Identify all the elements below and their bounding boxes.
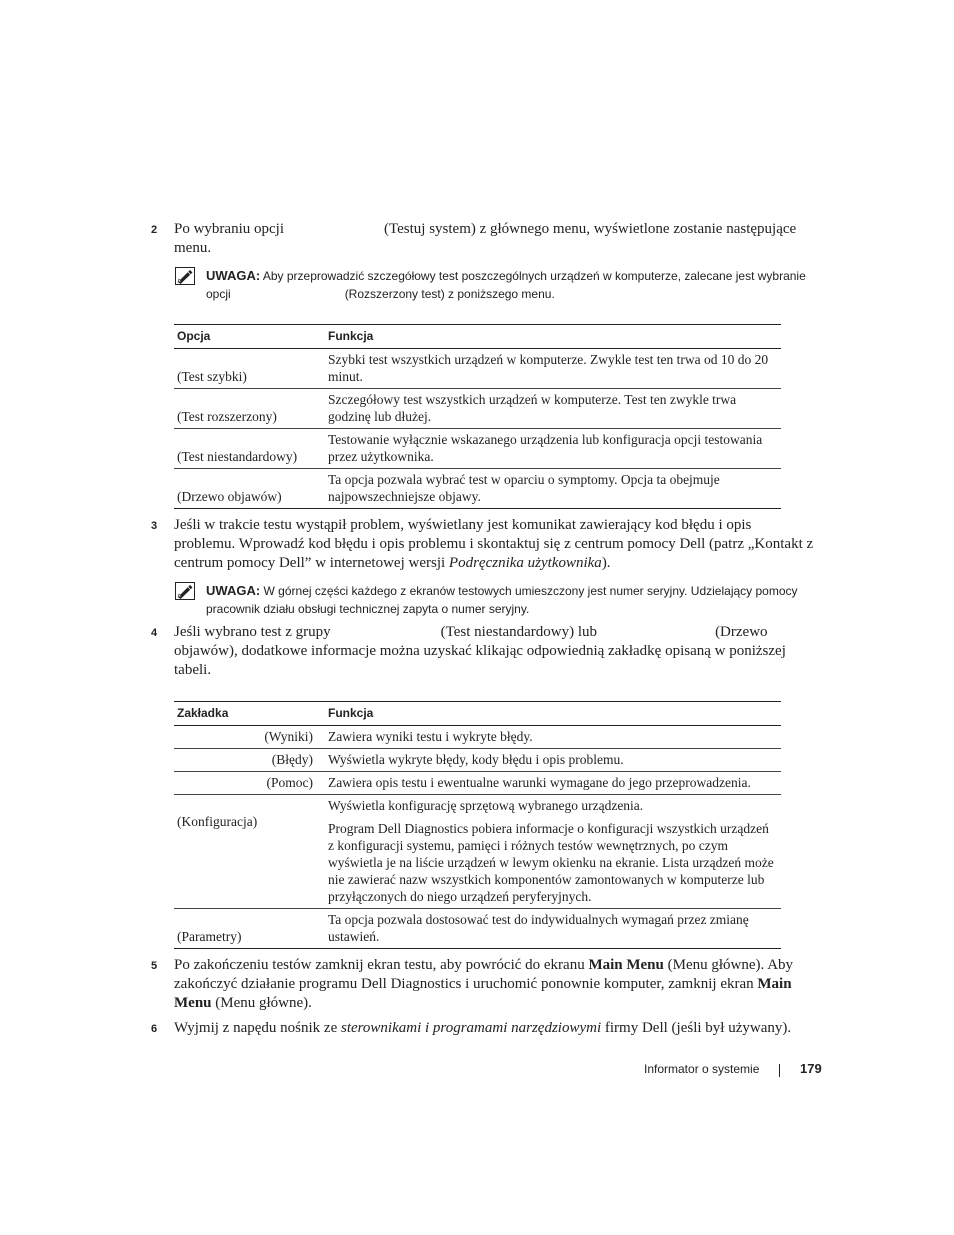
note-pencil-icon [175, 582, 195, 600]
option-cell: (Drzewo objawów) [174, 469, 325, 509]
page-number: 179 [800, 1061, 822, 1076]
function-cell: Ta opcja pozwala dostosować test do indywidualnych wymagań przez zmianę ustawień. [325, 909, 781, 949]
table-header: Funkcja [325, 702, 781, 726]
step-2-text: Po wybraniu opcji (Testuj system) z głównego menu, wyświetlone zostanie następujące menu. [174, 221, 797, 256]
step-6-text: Wyjmij z napędu nośnik ze sterownikami i programami narzędziowymi firmy Dell (jeśli był używany). [174, 1020, 792, 1036]
footer-section-title: Informator o systemie [644, 1062, 760, 1076]
function-cell: Wyświetla wykryte błędy, kody błędu i opis problemu. [325, 749, 781, 772]
table-header: Zakładka [174, 702, 325, 726]
step-4-text: Jeśli wybrano test z grupy (Test niestandardowy) lub (Drzewo objawów), dodatkowe informacje można uzyskać klikając odpowiednią zakładkę opisaną w poniższej tabeli. [174, 624, 786, 678]
table-row [174, 429, 781, 469]
table-row [174, 772, 781, 795]
note-1: UWAGA: Aby przeprowadzić szczegółowy test poszczególnych urządzeń w komputerze, zalecane jest wybranie opcji (Rozszerzony test) z poniższego menu. [206, 268, 806, 301]
table-row [174, 795, 781, 909]
tab-cell: (Błędy) [174, 749, 325, 772]
step-number: 5 [151, 960, 158, 972]
function-cell: Szczegółowy test wszystkich urządzeń w komputerze. Test ten zwykle trwa godzinę lub dłużej. [325, 389, 781, 429]
table-row [174, 389, 781, 429]
function-cell [325, 795, 781, 909]
table-row [174, 349, 781, 389]
table-row [174, 749, 781, 772]
note-2: UWAGA: W górnej części każdego z ekranów testowych umieszczony jest numer seryjny. Udzielający pomocy pracownik działu obsługi technicznej zapyta o numer seryjny. [206, 583, 798, 616]
step-number: 2 [151, 224, 158, 236]
table-row [174, 909, 781, 949]
option-cell: (Test niestandardowy) [174, 429, 325, 469]
step-number: 3 [151, 520, 158, 532]
tabs-table [174, 701, 781, 949]
function-cell: Zawiera opis testu i ewentualne warunki wymagane do jego przeprowadzenia. [325, 772, 781, 795]
step-number: 4 [151, 627, 158, 639]
tab-cell: (Pomoc) [174, 772, 325, 795]
tab-cell: (Wyniki) [174, 726, 325, 749]
function-cell: Szybki test wszystkich urządzeń w komputerze. Zwykle test ten trwa od 10 do 20 minut. [325, 349, 781, 389]
table-row [174, 469, 781, 509]
function-paragraph: Program Dell Diagnostics pobiera informacje o konfiguracji wszystkich urządzeń z konfiguracji systemu, pamięci i różnych testów wewnętrznych, po czym wyświetla je na liście urządzeń w lewym okienku na ekranie. Lista urządzeń może nie zawierać nazw wszystkich komponentów zamontowanych w komputerze lub przyłączonych do niego urządzeń peryferyjnych. [328, 821, 774, 904]
table-header: Opcja [174, 325, 325, 349]
function-cell: Ta opcja pozwala wybrać test w oparciu o symptomy. Opcja ta obejmuje najpowszechniejsze objawy. [325, 469, 781, 509]
function-cell: Zawiera wyniki testu i wykryte błędy. [325, 726, 781, 749]
tab-cell: (Parametry) [174, 909, 325, 949]
function-paragraph: Wyświetla konfigurację sprzętową wybranego urządzenia. [328, 798, 644, 813]
table-row [174, 726, 781, 749]
function-cell: Testowanie wyłącznie wskazanego urządzenia lub konfiguracja opcji testowania przez użytkownika. [325, 429, 781, 469]
step-number: 6 [151, 1023, 158, 1035]
footer-divider [779, 1064, 780, 1077]
option-cell: (Test rozszerzony) [174, 389, 325, 429]
step-5-text: Po zakończeniu testów zamknij ekran testu, aby powrócić do ekranu Main Menu (Menu główne). Aby zakończyć działanie programu Dell Diagnostics i uruchomić ponownie komputer, zamknij ekran Main Menu (Menu główne). [174, 957, 794, 1011]
step-3-text: Jeśli w trakcie testu wystąpił problem, wyświetlany jest komunikat zawierający kod błędu i opis problemu. Wprowadź kod błędu i opis problemu i skontaktuj się z centrum pomocy Dell (patrz „Kontakt z centrum pomocy Dell” w internetowej wersji Podręcznika użytkownika). [174, 517, 814, 571]
tab-cell: (Konfiguracja) [174, 795, 325, 909]
option-cell: (Test szybki) [174, 349, 325, 389]
note-pencil-icon [175, 267, 195, 285]
options-table [174, 324, 781, 509]
table-header: Funkcja [325, 325, 781, 349]
